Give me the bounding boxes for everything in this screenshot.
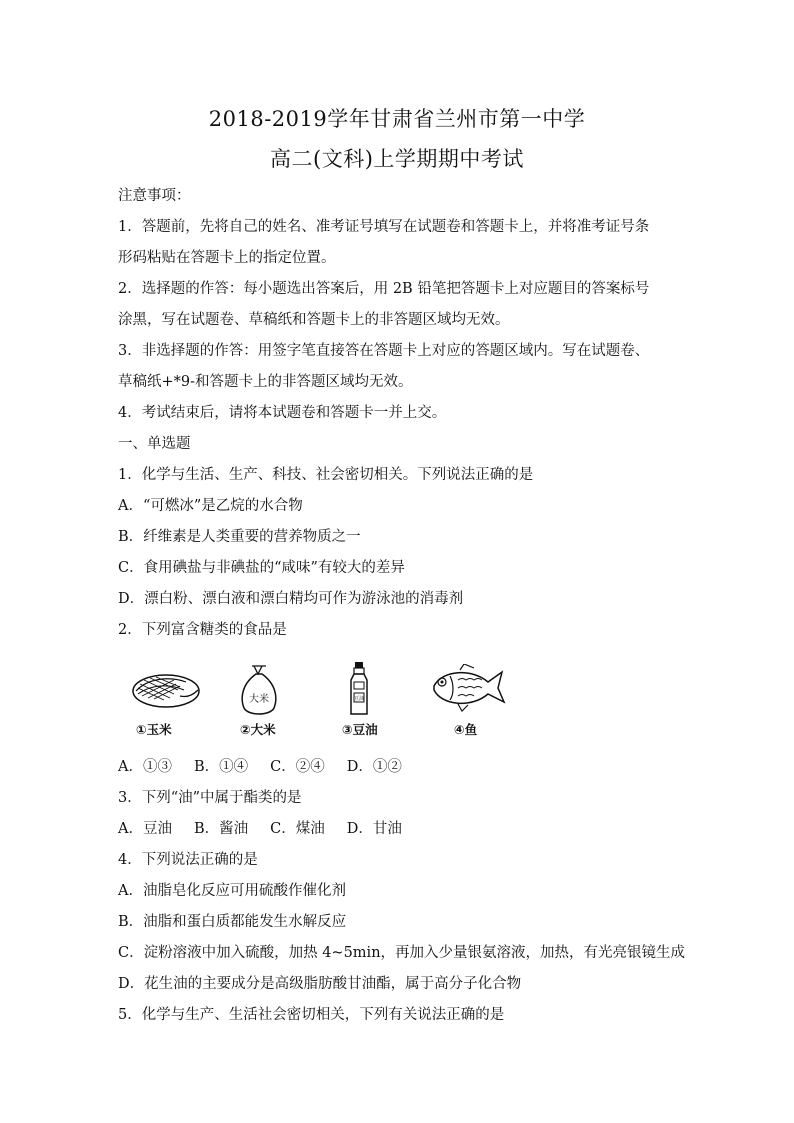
question-1-option-d: D．漂白粉、漂白液和漂白精均可作为游泳池的消毒剂	[118, 591, 464, 607]
question-5-stem: 5．化学与生产、生活社会密切相关，下列有关说法正确的是	[118, 1007, 505, 1023]
caption-corn: ①玉米	[136, 722, 172, 737]
rice-bag-label: 大米	[249, 694, 269, 705]
question-1-option-b: B．纤维素是人类重要的营养物质之一	[118, 529, 361, 545]
question-1-stem: 1．化学与生活、生产、科技、社会密切相关。下列说法正确的是	[118, 467, 534, 483]
notice-line: 草稿纸+*9-和答题卡上的非答题区域均无效。	[118, 374, 413, 390]
fish-icon	[428, 664, 508, 714]
question-4-option-c: C．淀粉溶液中加入硫酸，加热 4~5min，再加入少量银氨溶液，加热，有光亮银镜生成	[118, 945, 686, 961]
question-3-option-a: A．豆油	[118, 821, 172, 837]
corn-icon	[130, 670, 202, 712]
question-3-stem: 3．下列“油”中属于酯类的是	[118, 790, 302, 806]
notice-line: 涂黑，写在试题卷、草稿纸和答题卡上的非答题区域均无效。	[118, 312, 510, 328]
question-2-option-b: B．①④	[193, 759, 249, 775]
question-2-stem: 2．下列富含糖类的食品是	[118, 622, 287, 638]
exam-subtitle: 高二(文科)上学期期中考试	[270, 147, 524, 171]
notice-line: 3．非选择题的作答：用签字笔直接答在答题卡上对应的答题区域内。写在试题卷、	[118, 343, 650, 359]
rice-bag-icon	[238, 662, 280, 718]
notice-line: 2．选择题的作答：每小题选出答案后，用 2B 铅笔把答题卡上对应题目的答案标号	[118, 281, 650, 297]
question-4-option-a: A．油脂皂化反应可用硫酸作催化剂	[118, 883, 346, 899]
question-2-options	[118, 757, 424, 777]
notice-heading: 注意事项：	[118, 188, 191, 204]
food-figure	[128, 660, 518, 742]
question-3-option-c: C．煤油	[270, 821, 325, 837]
notice-line: 形码粘贴在答题卡上的指定位置。	[118, 250, 336, 266]
question-3-option-b: B．酱油	[193, 821, 249, 837]
question-4-stem: 4．下列说法正确的是	[118, 852, 258, 868]
caption-rice: ②大米	[240, 722, 276, 737]
question-3-options	[118, 819, 424, 839]
oil-bottle-label: 豆油	[353, 696, 365, 702]
question-1-option-a: A．“可燃冰”是乙烷的水合物	[118, 498, 303, 514]
notice-line: 4．考试结束后，请将本试题卷和答题卡一并上交。	[118, 405, 447, 421]
caption-fish: ④鱼	[454, 722, 478, 737]
section-heading: 一、单选题	[118, 436, 191, 452]
oil-bottle-icon	[346, 660, 372, 718]
notice-line: 1．答题前，先将自己的姓名、准考证号填写在试题卷和答题卡上，并将准考证号条	[118, 219, 650, 235]
question-4-option-d: D．花生油的主要成分是高级脂肪酸甘油酯，属于高分子化合物	[118, 976, 522, 992]
question-3-option-d: D．甘油	[346, 821, 402, 837]
question-1-option-c: C．食用碘盐与非碘盐的“咸味”有较大的差异	[118, 560, 405, 576]
question-2-option-d: D．①②	[346, 759, 402, 775]
question-2-option-c: C．②④	[270, 759, 325, 775]
question-4-option-b: B．油脂和蛋白质都能发生水解反应	[118, 914, 347, 930]
question-2-option-a: A．①③	[118, 759, 172, 775]
exam-title: 2018-2019学年甘肃省兰州市第一中学	[208, 107, 586, 131]
caption-oil: ③豆油	[342, 722, 378, 737]
